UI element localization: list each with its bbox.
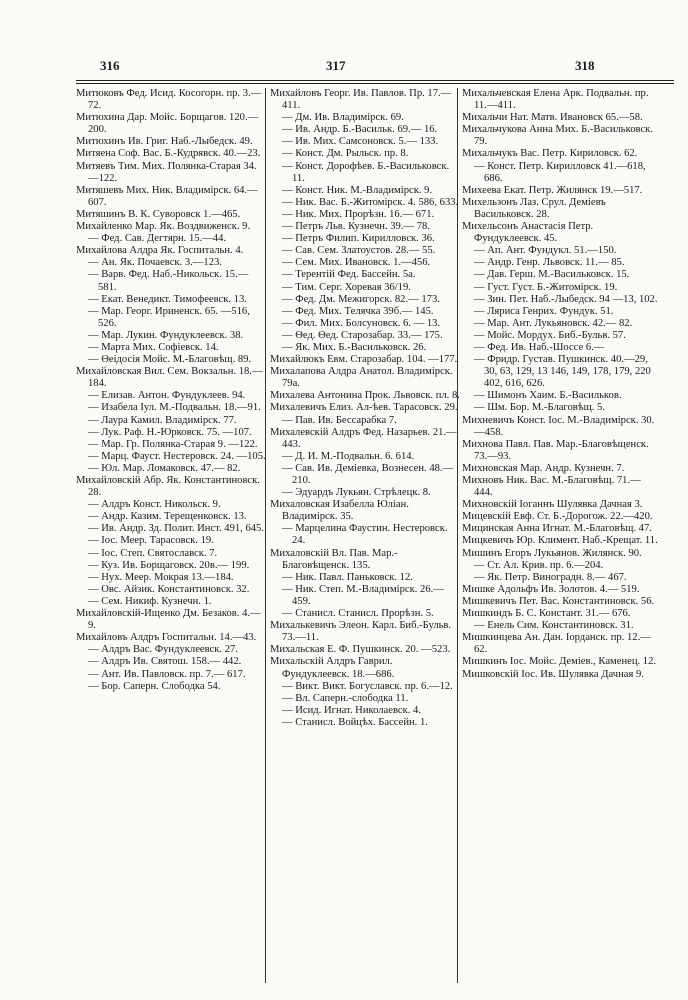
directory-entry: — Конст. Ник. М.-Владимірск. 9. [282,184,433,196]
directory-entry: Михальскій Алдръ Гаврил. Фундуклеевск. 18.—686. [270,656,395,680]
directory-entry: Михальчи Нат. Матв. Ивановск 65.—58. [462,112,643,124]
directory-entry: Мишкевичъ Пет. Вас. Константиновск. 56. [462,595,655,607]
directory-entry: Михалькевичъ Элеон. Карл. Биб.-Бульв. 73.—11. [270,620,452,644]
directory-entry: — Андр. Генр. Львовск. 11.— 85. [474,257,625,269]
directory-entry: — Юл. Мар. Ломаковск. 47.— 82. [88,462,241,474]
directory-entry: — Як. Мих. Б.-Васильковск. 26. [282,341,427,353]
directory-entry: Мишкинцева Ан. Дан. Іорданск. пр. 12.—62. [462,632,651,656]
directory-entry: Мицевскій Евф. Ст. Б.-Дорогож. 22.—420. [462,511,653,523]
directory-entry: — Петръ Филип. Кирилловск. 36. [282,233,435,245]
directory-entry: Митяшевъ Мих. Ник. Владимірск. 64.—607. [76,184,258,208]
directory-entry: — Лук. Раф. Н.-Юрковск. 75. —107. [88,426,252,438]
header-rule [76,80,674,84]
directory-entry: — Дм. Ив. Владимірск. 69. [282,112,404,124]
directory-entry: Михальчевская Елена Арк. Подвальн. пр. 11.—411. [462,88,649,112]
directory-entry: — Эдуардъ Лукьян. Стрѣлецк. 8. [282,487,431,499]
directory-entry: — Густ. Густ. Б.-Житомірск. 19. [474,281,618,293]
directory-entry: — Сем. Никиф. Кузнечн. 1. [88,595,212,607]
directory-entry: — Мар. Гр. Полянка-Старая 9. —122. [88,438,258,450]
directory-entry: Михалевичъ Елиз. Ал-ѣев. Тарасовск. 29. [270,402,458,414]
directory-entry: — Тим. Серг. Хоревая 36/19. [282,281,411,293]
directory-entry: Михновская Мар. Андр. Кузнечн. 7. [462,462,625,474]
directory-entry: — Фридр. Густав. Пушкинск. 40.—29, 30, 63, 129, 13 146, 149, 178, 179, 220 402, 616, 626. [474,354,651,390]
directory-entry: Михельсонъ Анастасія Петр. Фундуклеевск. 45. [462,221,594,245]
page-number-right: 318 [575,58,595,73]
directory-entry: — Мар. Георг. Ириненск. 65. —516, 526. [88,305,250,329]
directory-entry: Мишкиндъ Б. С. Констант. 31.— 676. [462,608,631,620]
directory-entry: Митюковъ Фед. Исид. Косогорн. пр. 3.—72. [76,88,262,112]
directory-entry: — Сав. Ив. Деміевка, Вознесен. 48.—210. [282,462,454,486]
directory-entry: Митяевъ Тим. Мих. Полянка-Старая 34.—122. [76,160,257,184]
directory-entry: Михеева Екат. Петр. Жилянск 19.—517. [462,184,643,196]
directory-entry: — Пав. Ив. Бессарабка 7. [282,414,397,426]
directory-entry: — Іос. Степ. Святославск. 7. [88,547,218,559]
directory-entry: — Ив. Мих. Самсоновск. 5.— 133. [282,136,439,148]
directory-entry: Михневичъ Конст. Іос. М.-Владимірск. 30.—458. [462,414,655,438]
directory-entry: Михальчукова Анна Мих. Б.-Васильковск. 79. [462,124,653,148]
directory-entry: — Ап. Ант. Фундукл. 51.—150. [474,245,617,257]
directory-entry: — Ант. Ив. Павловск. пр. 7.— 617. [88,668,246,680]
directory-entry: — Викт. Викт. Богуславск. пр. 6.—12. [282,680,453,692]
directory-entry: — Андр. Казим. Терещенковск. 13. [88,511,247,523]
directory-entry: — Конст. Дорофѣев. Б.-Васильковск. 11. [282,160,450,184]
page-header [0,58,688,76]
directory-entry: — Мойс. Мордух. Биб.-Бульв. 57. [474,329,626,341]
directory-entry: Михалевскій Алдръ Фед. Назарьев. 21.—443. [270,426,457,450]
directory-column-1 [76,88,266,693]
directory-entry: Михайлюкъ Евм. Старозабар. 104. —177. [270,354,458,366]
directory-entry: Михаловскій Вл. Пав. Мар.-Благовѣщенск. 135. [270,547,398,571]
directory-entry: — Ник. Павл. Паньковск. 12. [282,571,413,583]
directory-entry: — Елизав. Антон. Фундуклеев. 94. [88,390,246,402]
directory-entry: — Фед. Ив. Наб.-Шоссе 6.— [474,341,605,353]
directory-entry: Мишинъ Егоръ Лукьянов. Жилянск. 90. [462,547,642,559]
directory-entry: Михайловскій-Ищенко Дм. Безаков. 4.—9. [76,608,261,632]
directory-entry: Михаловская Изабелла Юліан. Владимірск. 35. [270,499,409,523]
directory-entry: — Алдръ Ив. Святош. 158.— 442. [88,656,242,668]
directory-entry: Митяшинъ В. К. Суворовск 1.—465. [76,208,241,220]
directory-entry: — Станисл. Станисл. Прорѣзн. 5. [282,608,434,620]
directory-entry: Митюхина Дар. Мойс. Борщагов. 120.—200. [76,112,259,136]
directory-entry: — Ник. Вас. Б.-Житомірск. 4. 586, 633. [282,196,459,208]
directory-column-3 [462,88,658,681]
directory-entry: Михалапова Алдра Анатол. Владимірск. 79а. [270,366,453,390]
directory-entry: Михайловъ Георг. Ив. Павлов. Пр. 17.—411. [270,88,452,112]
directory-entry: — Ив. Андр. Зд. Полит. Инст. 491, 645. [88,523,264,535]
directory-entry: — Алдръ Конст. Никольск. 9. [88,499,221,511]
directory-entry: — Θеідосія Мойс. М.-Благовѣщ. 89. [88,354,252,366]
directory-entry: — Зин. Пет. Наб.-Лыбедск. 94 —13, 102. [474,293,658,305]
directory-entry: Михельзонъ Лаз. Срул. Деміевъ Васильковск. 28. [462,196,606,220]
directory-entry: — Исид. Игнат. Николаевск. 4. [282,704,421,716]
directory-entry: — Куз. Ив. Борщаговск. 20в.— 199. [88,559,250,571]
directory-entry: — Д. И. М.-Подвальн. 6. 614. [282,450,415,462]
directory-entry: Михновскій Іоганнъ Шулявка Дачная 3. [462,499,643,511]
directory-entry: — Алдръ Вас. Фундуклеевск. 27. [88,644,238,656]
directory-entry: Михальская Е. Ф. Пушкинск. 20. —523. [270,644,451,656]
directory-entry: — Мар. Лукин. Фундуклеевск. 38. [88,329,244,341]
directory-entry: Михайловская Вил. Сем. Вокзальн. 18.—184. [76,366,263,390]
directory-entry: — Ив. Андр. Б.-Васильк. 69.— 16. [282,124,438,136]
directory-entry: — Ляриса Генрих. Фундук. 51. [474,305,614,317]
directory-entry: Мишковскій Іос. Ив. Шулявка Дачная 9. [462,668,644,680]
directory-entry: — Фед. Мих. Телячка 39б.— 145. [282,305,434,317]
directory-entry: — Вл. Саперн.-слободка 11. [282,692,409,704]
directory-entry: Михальчукъ Вас. Петр. Кириловск. 62. [462,148,638,160]
directory-entry: — Енель Сим. Константиновск. 31. [474,620,634,632]
directory-entry: — Фед. Сав. Дегтярн. 15.—44. [88,233,227,245]
directory-entry: — Конст. Петр. Кирилловск 41.—618, 686. [474,160,646,184]
directory-entry: — Фил. Мих. Болсуновск. 6. — 13. [282,317,441,329]
directory-entry: — Нух. Меер. Мокрая 13.—184. [88,571,234,583]
directory-entry: — Сав. Сем. Златоустов. 28.— 55. [282,245,436,257]
directory-entry: — Бор. Саперн. Слободка 54. [88,680,221,692]
directory-entry: Михнова Павл. Пав. Мар.-Благовѣщенск. 73.—93. [462,438,649,462]
directory-entry: — Ник. Степ. М.-Владимірск. 26.—459. [282,583,444,607]
directory-entry: Михайловскій Абр. Як. Константиновск. 28. [76,475,260,499]
directory-entry: — Изабела Іул. М.-Подвальн. 18.—91. [88,402,261,414]
directory-entry: — Мар. Ант. Лукьяновск. 42.— 82. [474,317,633,329]
directory-entry: Митяена Соф. Вас. Б.-Кудрявск. 40.—23. [76,148,261,160]
directory-entry: — Екат. Венедикт. Тимофеевск. 13. [88,293,247,305]
page-number-left: 316 [100,58,120,73]
directory-entry: — Лаура Камил. Владимірск. 77. [88,414,237,426]
directory-entry: Мицкевичъ Юр. Климент. Наб.-Крещат. 11. [462,535,658,547]
directory-entry: — Ан. Як. Почаевск. 3.—123. [88,257,222,269]
directory-entry: — Конст. Дм. Рыльск. пр. 8. [282,148,409,160]
directory-entry: — Варв. Фед. Наб.-Никольск. 15.— 581. [88,269,249,293]
directory-entry: — Іос. Меер. Тарасовск. 19. [88,535,214,547]
directory-entry: — Марта Мих. Софіевск. 14. [88,341,219,353]
directory-entry: Мишке Адольфъ Ив. Золотов. 4.— 519. [462,583,640,595]
directory-entry: Михайловъ Алдръ Госпитальн. 14.—43. [76,632,257,644]
directory-entry: Мишкинъ Іос. Мойс. Деміев., Каменец. 12. [462,656,657,668]
directory-entry: Михновъ Ник. Вас. М.-Благовѣщ. 71.—444. [462,475,641,499]
page-number-center: 317 [326,58,346,73]
directory-entry: Михайленко Мар. Як. Воздвиженск. 9. [76,221,251,233]
directory-entry: Михайлова Алдра Як. Госпитальн. 4. [76,245,244,257]
directory-entry: — Марц. Фауст. Нестеровск. 24. —105. [88,450,266,462]
directory-entry: — Овс. Айзик. Константиновск. 32. [88,583,250,595]
directory-entry: — Шм. Бор. М.-Благовѣщ. 5. [474,402,605,414]
directory-column-2 [270,88,460,729]
directory-entry: — Петръ Льв. Кузнечн. 39.— 78. [282,221,430,233]
directory-entry: — Сем. Мих. Ивановск. 1.—456. [282,257,431,269]
directory-entry: — Станисл. Войцѣх. Бассейн. 1. [282,716,428,728]
directory-entry: — Фед. Дм. Межигорск. 82.— 173. [282,293,440,305]
directory-entry: — Терентій Фед. Бассейн. 5а. [282,269,416,281]
directory-entry: — Дав. Герш. М.-Васильковск. 15. [474,269,630,281]
directory-entry: — Як. Петр. Виноградн. 8.— 467. [474,571,627,583]
directory-entry: — Марцелина Фаустин. Нестеровск. 24. [282,523,448,547]
directory-entry: Мицинская Анна Игнат. М.-Благовѣщ. 47. [462,523,652,535]
directory-entry: Митюхинъ Ив. Григ. Наб.-Лыбедск. 49. [76,136,253,148]
directory-entry: — Θед. Θед. Старозабар. 33.— 175. [282,329,443,341]
directory-entry: Михалева Антонина Прок. Львовск. пл. 8. [270,390,460,402]
directory-entry: — Ст. Ал. Крив. пр. 6.—204. [474,559,604,571]
directory-entry: — Шимонъ Хаим. Б.-Васильков. [474,390,622,402]
directory-entry: — Ник. Мих. Прорѣзн. 16.— 671. [282,208,435,220]
